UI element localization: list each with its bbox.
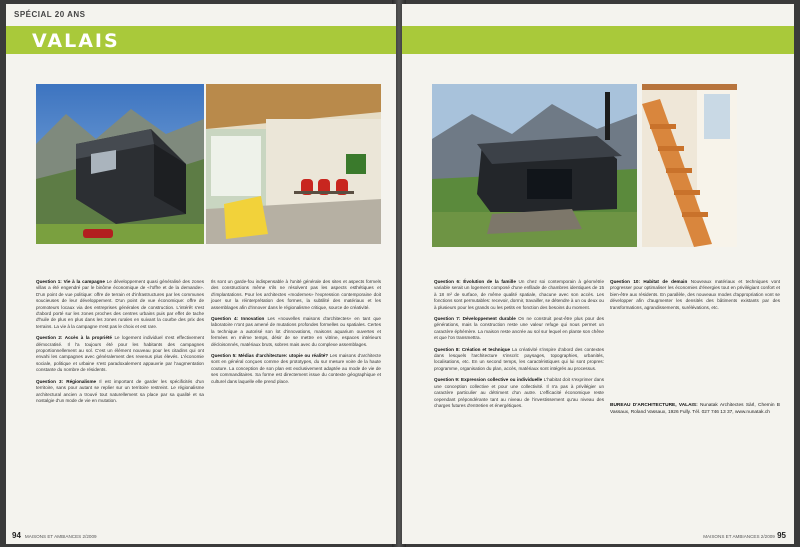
q4-title: Question 4: Innovation	[211, 316, 265, 322]
right-folio	[699, 531, 786, 540]
q8-text: La créativité s'inspire d'abord des contextes dans lesquels l'architecture s'inscrit: paysages, topographies, urbanités, localisations, etc. En un second temps, les caractéristiques qui lui sont propres: programme, organisation du plan, accès, matériaux sont intégrés au processus.	[434, 346, 604, 371]
q6-text: Un chez soi contemporain à géométrie variable serait un logement composé d'une enfilade de chambres identiques de 15 à 18 m² de surface, de même qualité spatiale, chacune avec son accès. Les fonctions sont permutables: recevoir, dormir, travailler, se détendre à un ou deux ou à plusieurs pour les grands ou les petits en fonction des besoins du moment.	[434, 279, 605, 310]
left-publication: MAISONS ET AMBIANCES 2/2009	[24, 534, 97, 539]
credit-title: BUREAU D'ARCHITECTURE, VALAIS:	[610, 403, 698, 409]
special-label: SPÉCIAL 20 ANS	[14, 10, 86, 19]
right-page	[402, 4, 794, 544]
left-text-column-2	[211, 279, 381, 390]
intro-text: Ils sont un garde-fou indispensable à l'unité générale des sites et aspects formels des constructions même s'ils ne résolvent pas les aspects esthétiques et d'implantations. Pour les architectes «modernes» l'expression contemporaine doit jouer sur la réinterprétation des formes, la subtilité des matériaux et les assemblages afin d'innover dans le régionalisme critique, source de créativité.	[211, 279, 381, 310]
left-text-column-1	[36, 279, 204, 409]
q3-text: Il est important de garder les spécificités d'un territoire, sans pour autant se replier sur un territoire restreint. Le régionalisme architectural ancien a trouvé tout naturellement sa place par sa qualité et sa nostalgie d'un mode de vie en mutation.	[36, 378, 205, 403]
q9-text: L'habitat doit s'exprimer dans une conception collective et pour une collectivité. Il n'a pas à privilégier un caractère particulier au détriment d'un autre. L'efficacité économique reste cependant prépondérante tant au niveau de l'investissement qu'au niveau des charges futures d'entretien et énergétiques.	[434, 377, 604, 408]
q9-title: Question 9: Expression collective ou individuelle	[434, 377, 543, 383]
right-band	[402, 26, 794, 54]
q6-title: Question 6: Évolution de la famille	[434, 279, 516, 284]
right-text-column-2	[610, 279, 780, 416]
region-band	[6, 26, 396, 54]
q1-title: Question 1: Vie à la campagne	[36, 279, 105, 284]
house-landscape-photo	[432, 84, 637, 247]
right-text-column-1	[434, 279, 604, 414]
q8-title: Question 8: Création et technique	[434, 346, 511, 352]
house-exterior-photo	[36, 84, 204, 244]
right-page-number: 95	[777, 531, 786, 540]
q4-text: Les «nouvelles maisons d'architectes» en tant que laboratoire n'ont pas amené de mutations profondes formelles ou spatiales. Certes la technique a autorisé son lot d'innovations, maisons aquarium ouvertes et fermées en même temps, désir de se mettre en vitrine, espaces intérieurs décloisonnés, matériaux bruts, sobres mais avec du complexe assemblages.	[211, 316, 381, 347]
q1-text: Le développement quasi généralisé des zones villas a été engendré par le binôme économique de «l'offre et de la demande». D'un point de vue politique: offre de terrain et d'infrastructures par les communes soucieuses de leur développement. D'un point de vue économique: offre de promoteurs locaux via des entreprises générales de construction. L'intérêt s'est d'abord porté sur les zones proches des centres urbains puis par effet de tache d'huile de plus en plus dans les zones rurales en suivant la courbe des prix des terrains. La vie à la campagne n'est pas le choix et est rare.	[36, 279, 204, 329]
interior-photo	[206, 84, 381, 244]
left-folio	[12, 531, 97, 540]
q7-text: On ne construit peut-être plus pour des générations, mais la construction reste une valeur refuge qui nous permet un caractère éphémère. La maison reste ancrée au sol sur lequel en plante son chêne et que l'on transmettra.	[434, 316, 605, 341]
credit-text: Nunatak Architectes Sàrl, Chemin B Vassaux, Roland Vassaux, 1926 Fully. Tél. 027 746 13 37, www.nunatak.ch	[610, 403, 780, 415]
q5-title: Question 5: Médias d'architecture: utopie ou réalité?	[211, 353, 329, 359]
q10-text: Nouveaux matériaux et techniques vont progresser pour optimaliser les économies d'énergies tout en privilégiant confort et bien-être aux résidents. En parallèle, des nouveaux modes d'appropriation vont se développer afin d'augmenter les densités des bâtiments existants par des transformations, agrandissements, surélévations, etc.	[610, 279, 780, 310]
q7-title: Question 7: Développement durable	[434, 316, 516, 322]
architect-credit	[610, 403, 780, 416]
left-page-number: 94	[12, 531, 21, 540]
staircase-photo	[642, 84, 737, 247]
left-page	[6, 4, 396, 544]
q3-title: Question 3: Régionalisme	[36, 378, 97, 384]
q10-title: Question 10: Habitat de demain	[610, 279, 688, 284]
q5-text: Les maisons d'architecte sont en général conçues comme des prototypes, du sur mesure voire de la haute couture. La conception de son plan est exclusivement adaptée au mode de vie de ses commanditaires. Sa forme est directement issue du contexte géographique et culturel dans laquelle elle prend place.	[211, 353, 381, 384]
right-publication: MAISONS ET AMBIANCES 2/2009	[703, 534, 775, 539]
region-title: VALAIS	[32, 30, 120, 52]
q2-text: Le logement individuel s'est effectivement démocratisé. Il l'a toujours été pour les habitants des campagnes proportionnellement au sol. C'est un élément nouveau pour les citadins qui ont envahi les campagnes avec généralement des revenus plus élevés. L'économie sociale, politique et urbaine s'est paradoxalement appauvrie par l'augmentation constante du nombre de résidents.	[36, 335, 204, 373]
q2-title: Question 2: Accès à la propriété	[36, 335, 112, 341]
